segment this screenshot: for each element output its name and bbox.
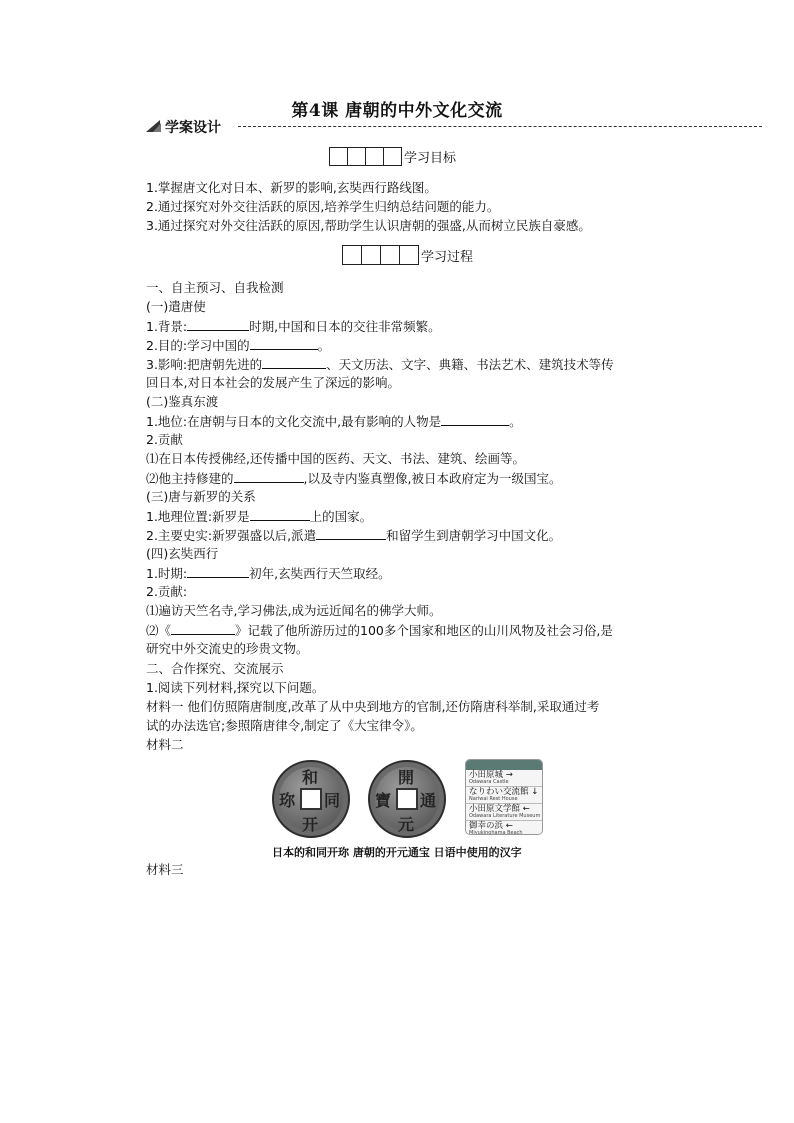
answer-blank[interactable] — [441, 412, 509, 426]
answer-blank[interactable] — [250, 507, 310, 521]
answer-blank[interactable] — [262, 355, 326, 369]
question-line: 1.背景: 时期,中国和日本的交往非常频繁。 — [146, 319, 441, 334]
question-line: 2.主要史实:新罗强盛以后,派遣 和留学生到唐朝学习中国文化。 — [146, 528, 562, 543]
answer-blank[interactable] — [316, 526, 386, 540]
question-line: 3.影响:把唐朝先进的 、天文历法、文字、典籍、书法艺术、建筑技术等传 — [146, 357, 614, 372]
goal-item: 1.掌握唐文化对日本、新罗的影响,玄奘西行路线图。 — [146, 180, 437, 195]
answer-blank[interactable] — [187, 317, 249, 331]
question-line: ⑵《 》记载了他所游历过的100多个国家和地区的山川风物及社会习俗,是 — [146, 623, 613, 638]
triangle-accent-icon — [153, 123, 161, 132]
section-header-bar — [146, 117, 762, 135]
material-text: 材料一 他们仿照隋唐制度,改革了从中央到地方的官制,还仿隋唐科举制,采取通过考 — [146, 699, 600, 714]
process-heading-text: 学习过程 — [421, 250, 474, 265]
wado-kaichin-coin-image: 和 同 开 珎 — [272, 760, 350, 838]
answer-blank[interactable] — [171, 621, 235, 635]
goals-heading-text: 学习目标 — [404, 151, 457, 166]
section-label: 学案设计 — [165, 120, 221, 136]
question-line: ⑵他主持修建的 ,以及寺内鉴真塑像,被日本政府定为一级国宝。 — [146, 471, 562, 486]
part-heading: 一、自主预习、自我检测 — [146, 280, 284, 295]
question-line: 回日本,对日本社会的发展产生了深远的影响。 — [146, 375, 400, 390]
question-line: 1.地位:在唐朝与日本的文化交流中,最有影响的人物是 。 — [146, 414, 522, 429]
part-heading: 二、合作探究、交流展示 — [146, 661, 284, 676]
subsection-heading: (一)遣唐使 — [146, 299, 206, 314]
question-line: 1.地理位置:新罗是 上的国家。 — [146, 509, 373, 524]
dotted-divider — [238, 126, 762, 127]
sign-row: 御幸の浜 ← Miyukinohama Beach — [466, 821, 542, 835]
question-line: 2.贡献 — [146, 432, 183, 447]
answer-blank[interactable] — [234, 469, 304, 483]
question-line: 1.时期: 初年,玄奘西行天竺取经。 — [146, 566, 391, 581]
material-label: 材料三 — [146, 862, 184, 877]
image-caption: 日本的和同开珎 唐朝的开元通宝 日语中使用的汉字 — [272, 846, 522, 859]
japanese-sign-image — [465, 759, 543, 835]
goal-item: 3.通过探究对外交往活跃的原因,帮助学生认识唐朝的强盛,从而树立民族自豪感。 — [146, 218, 591, 233]
question-line: 2.贡献: — [146, 584, 188, 599]
material-label: 材料二 — [146, 737, 184, 752]
kaiyuan-tongbao-coin-image: 開 元 通 寶 — [368, 760, 446, 838]
answer-blank[interactable] — [187, 564, 249, 578]
question-line: 2.目的:学习中国的 。 — [146, 338, 331, 353]
process-heading — [342, 245, 473, 265]
subsection-heading: (三)唐与新罗的关系 — [146, 489, 256, 504]
sign-row: なりわい交流館 ↓ Nariwai Rest House — [466, 787, 542, 804]
material-images — [272, 758, 544, 836]
subsection-heading: (四)玄奘西行 — [146, 546, 219, 561]
sign-row: 小田原文学館 ← Odawara Literature Museum — [466, 804, 542, 821]
question-line: 研究中外交流史的珍贵文物。 — [146, 641, 309, 656]
subsection-heading: (二)鉴真东渡 — [146, 394, 219, 409]
question-line: ⑴在日本传授佛经,还传播中国的医药、天文、书法、建筑、绘画等。 — [146, 451, 525, 466]
box-decoration — [342, 245, 419, 265]
question-line: 1.阅读下列材料,探究以下问题。 — [146, 680, 325, 695]
goals-heading — [329, 147, 456, 166]
sign-row: 小田原城 → Odawara Castle — [466, 770, 542, 787]
question-line: ⑴遍访天竺名寺,学习佛法,成为远近闻名的佛学大师。 — [146, 603, 442, 618]
box-decoration — [329, 147, 402, 166]
material-text: 试的办法选官;参照隋唐律令,制定了《大宝律令》。 — [146, 718, 423, 733]
answer-blank[interactable] — [250, 336, 318, 350]
page-title: 第4课 唐朝的中外文化交流 — [291, 101, 503, 121]
goal-item: 2.通过探究对外交往活跃的原因,培养学生归纳总结问题的能力。 — [146, 199, 500, 214]
